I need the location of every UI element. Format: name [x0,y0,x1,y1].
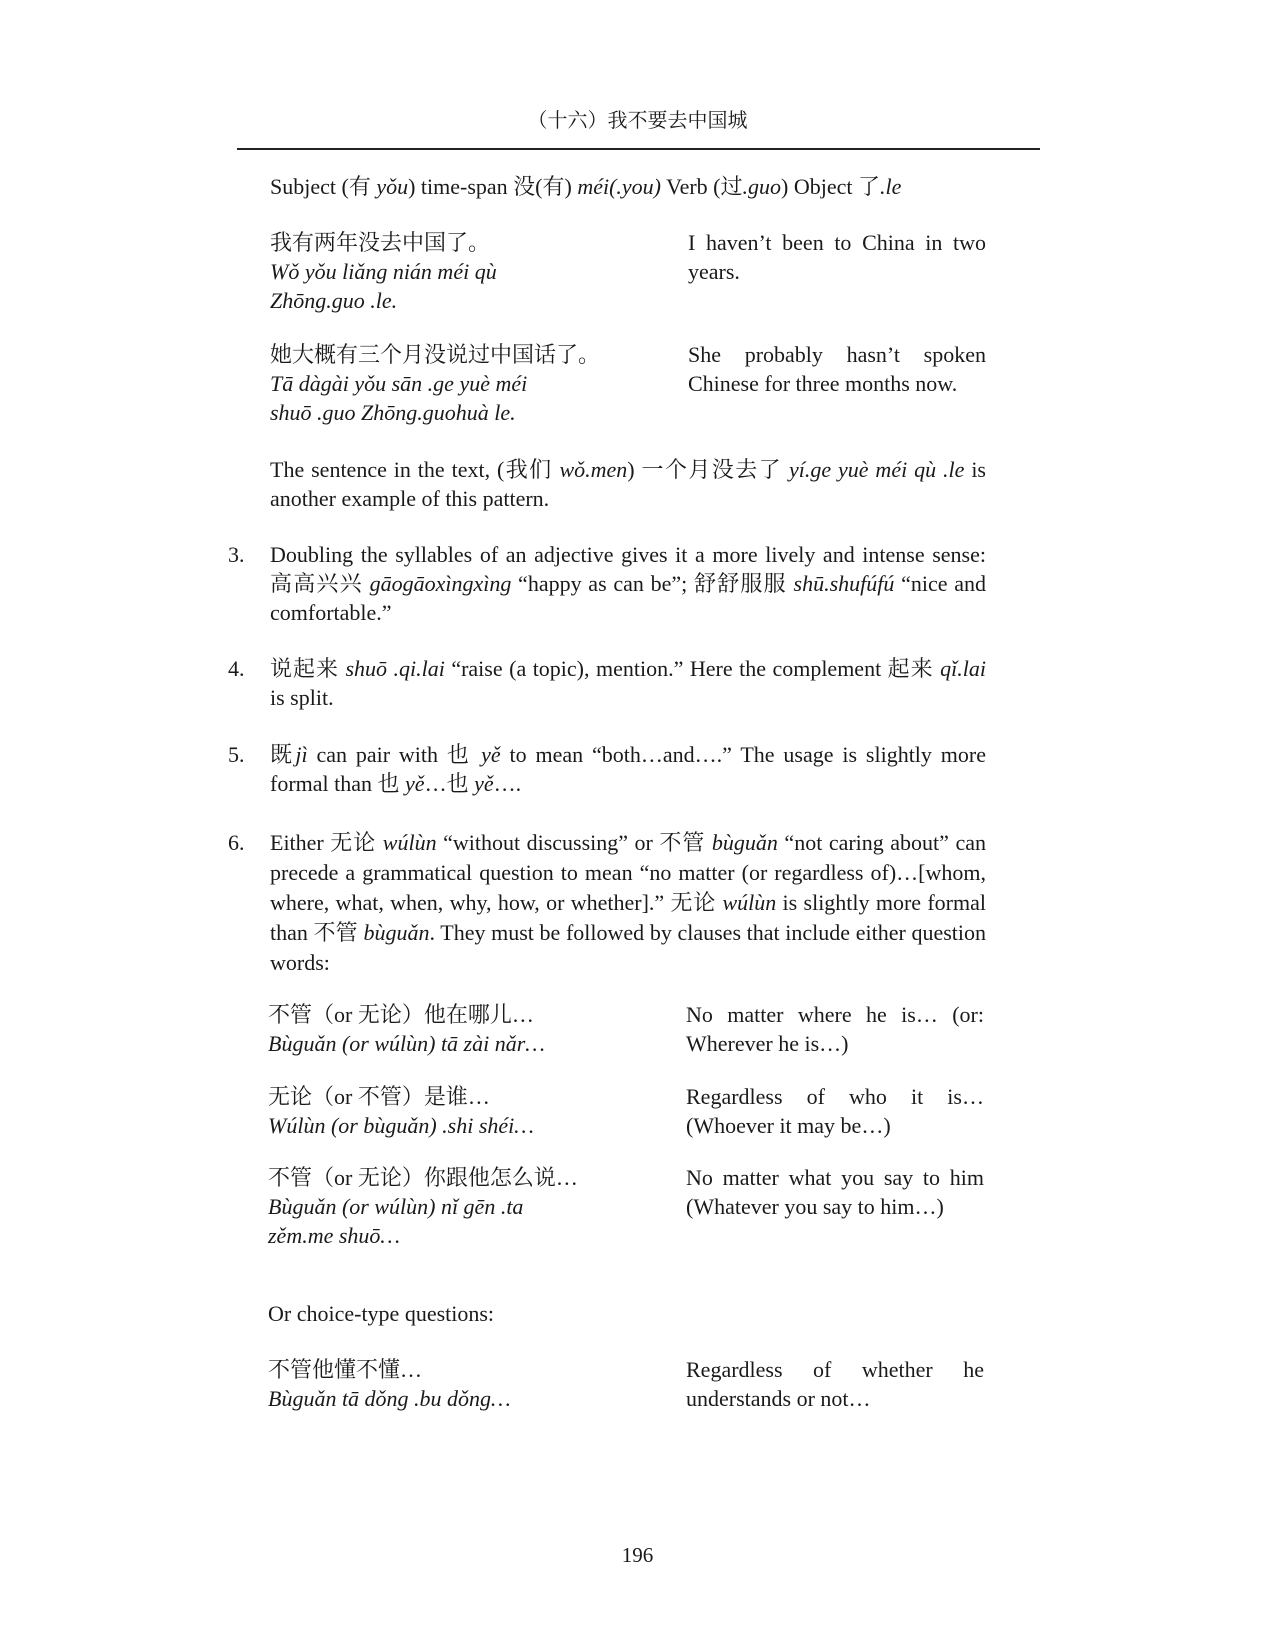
example-english: Regardless of whether he understands or not… [686,1357,984,1411]
note-text: wǒ.men [559,457,628,482]
note-text: shuō .qi.lai [345,656,445,681]
note-text: wúlùn [382,830,437,855]
pattern-part: .le [879,174,902,199]
example-hanzi: 不管他懂不懂… [268,1357,423,1382]
example-chinese [270,228,497,315]
example-pinyin: shuō .guo Zhōng.guohuà le. [270,400,516,425]
note-text: qǐ.lai [940,656,986,681]
page-header: （十六）我不要去中国城 [527,110,748,132]
note-number: 4. [228,656,245,681]
note-text: ) 一个月没去了 [627,457,789,482]
example-chinese [268,1355,511,1413]
note-text: can pair with 也 [307,742,482,767]
note-text: “without discussing” or 不管 [436,830,712,855]
example-hanzi: 不管（or 无论）你跟他怎么说… [268,1165,578,1190]
example-chinese [270,340,600,427]
example-pinyin: Wúlùn (or bùguǎn) .shi shéi… [268,1113,534,1138]
example-english: No matter where he is… (or: Wherever he is…) [686,1002,984,1056]
note-text: …. [493,771,522,796]
note-text: is another example of this pattern. [270,457,986,511]
example-pinyin: Wǒ yǒu liǎng nián méi qù [270,259,497,284]
note-text: yí.ge yuè méi qù .le [788,457,965,482]
example-english: Regardless of who it is… (Whoever it may be…) [686,1084,984,1138]
note-text: “happy as can be”; 舒舒服服 [511,571,794,596]
example-chinese [268,1082,534,1140]
example-pinyin: Zhōng.guo .le. [270,288,398,313]
note-number: 5. [228,742,245,767]
example-chinese [268,1163,578,1250]
example-pinyin: Tā dàgài yǒu sān .ge yuè méi [270,371,528,396]
note-text: to mean “both…and….” The usage is slightly more formal than 也 [270,742,986,796]
example-pinyin: Bùguǎn (or wúlùn) nǐ gēn .ta [268,1194,524,1219]
example-hanzi: 不管（or 无论）他在哪儿… [268,1002,534,1027]
note-text: yě [405,771,425,796]
note-text: …也 [424,771,475,796]
example-hanzi: 无论（or 不管）是谁… [268,1084,490,1109]
note-text: gāogāoxìngxìng [369,571,512,596]
note-text: yě [474,771,494,796]
note-text: yě [481,742,501,767]
example-english: I haven’t been to China in two years. [688,230,986,284]
example-chinese [268,1000,545,1058]
example-pinyin: zěm.me shuō… [268,1223,400,1248]
note-text: Either 无论 [270,830,383,855]
grammar-note [270,740,986,798]
pattern-part: Verb (过 [661,174,743,199]
note-number: 3. [228,542,245,567]
header-rule [237,148,1040,150]
note-text: Doubling the syllables of an adjective gives it a more lively and intense sense: 高高兴兴 [270,542,986,596]
note-text: bùguǎn [711,830,778,855]
page-number: 196 [621,1543,654,1567]
note-text: 既 [270,742,296,767]
example-english: She probably hasn’t spoken Chinese for three months now. [688,342,986,396]
example-hanzi: 我有两年没去中国了。 [270,230,491,255]
grammar-note [270,540,986,627]
choice-type-label: Or choice-type questions: [268,1301,495,1326]
note-text: 说起来 [270,656,346,681]
note-text: bùguǎn [363,920,430,945]
example-hanzi: 她大概有三个月没说过中国话了。 [270,342,601,367]
pattern-part: méi(.you) [577,174,662,199]
example-pinyin: Bùguǎn (or wúlùn) tā zài nǎr… [268,1031,545,1056]
note-text: wúlùn [722,890,777,915]
pattern-formula [270,172,990,201]
note-text: “not caring about” can precede a grammatical question to mean “no matter (or regardless of)…[whom, where, what, when, why, how, or whether].” 无论 [270,830,986,915]
pattern-part: Subject (有 [270,174,377,199]
grammar-note [270,828,986,978]
example-english: No matter what you say to him (Whatever you say to him…) [686,1165,984,1219]
note-text: jì [295,742,308,767]
note-text: “nice and comfortable.” [270,571,986,625]
note-text: “raise (a topic), mention.” Here the complement 起来 [444,656,941,681]
pattern-part: ) Object 了 [781,174,880,199]
pattern-part: yǒu [376,174,409,199]
note-text: is split. [270,685,334,710]
note-text: . They must be followed by clauses that include either question words: [270,920,986,975]
grammar-note [270,654,986,712]
note-number: 6. [228,830,245,855]
note-text: The sentence in the text, (我们 [270,457,560,482]
pattern-part: ) time-span 没(有) [408,174,578,199]
pattern-part: .guo [742,174,781,199]
note-text: shū.shufúfú [793,571,895,596]
example-pinyin: Bùguǎn tā dǒng .bu dǒng… [268,1386,511,1411]
note-text: is slightly more formal than 不管 [270,890,986,945]
sentence-note [270,455,986,513]
